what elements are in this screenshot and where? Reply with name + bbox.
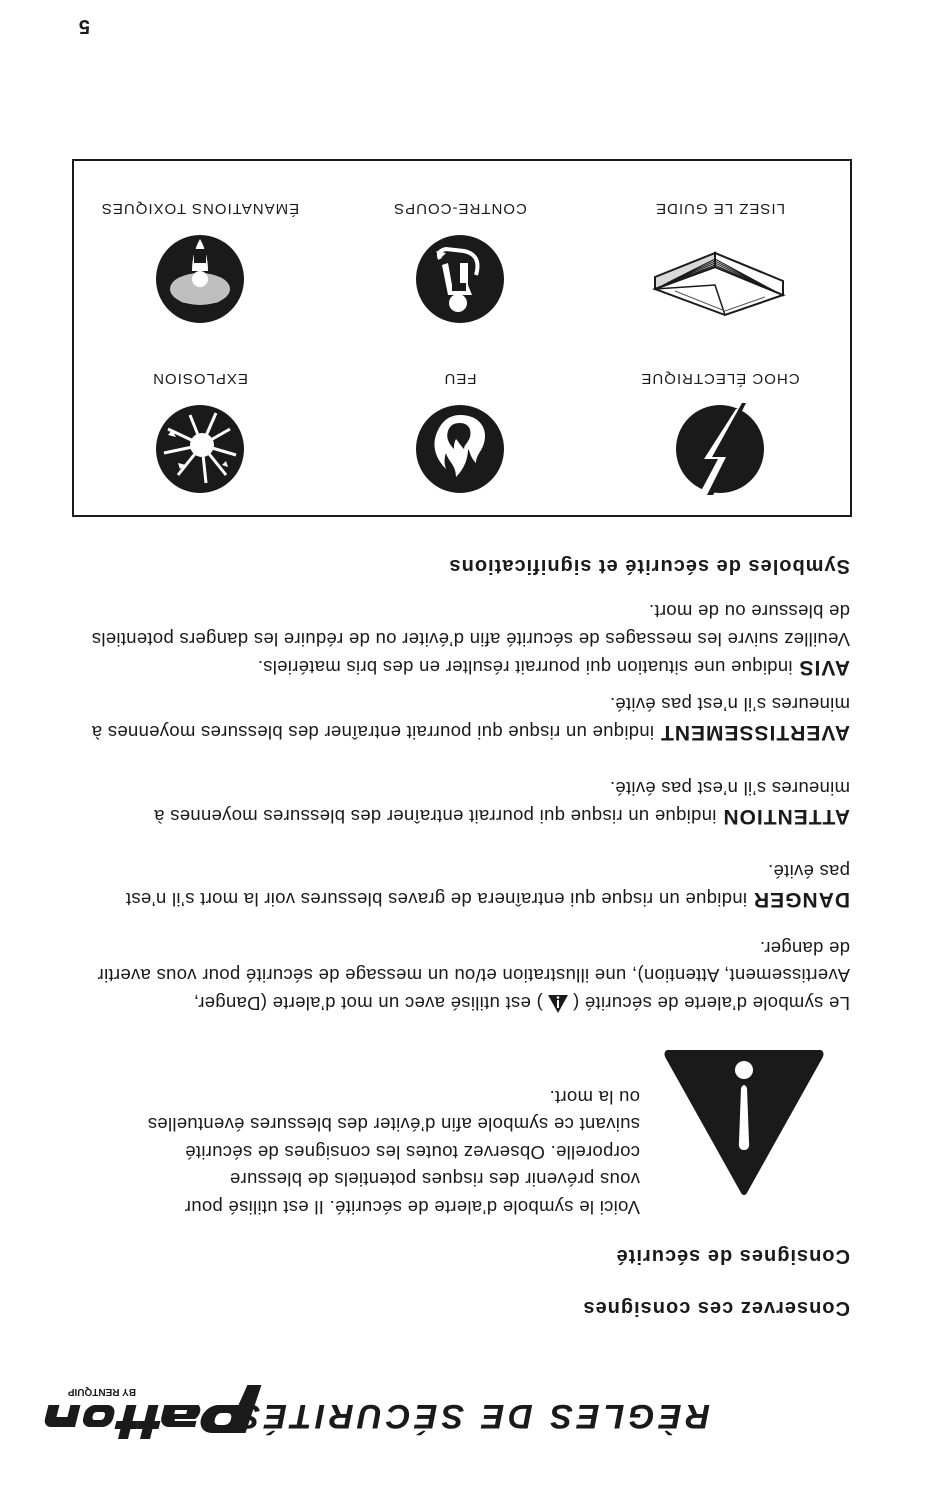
symbol-label: FEU (443, 370, 477, 387)
symbol-label: ÉMANATIONS TOXIQUES (100, 200, 300, 217)
symbol-explosion (70, 337, 330, 515)
signal-word-label: DANGER (752, 888, 850, 911)
inline-alert-icon (547, 994, 569, 1014)
symbol-label: CHOC ÉLECTRIQUE (640, 370, 800, 387)
symbol-electric-shock (590, 337, 850, 515)
signal-word-text: indique un risque qui pourrait entraîner des blessures moyennes à mineures s’il n’est pas évité. (153, 778, 850, 827)
consignes-heading: Consignes de sécurité (615, 1245, 850, 1267)
signal-word-text: indique un risque qui pourrait entraîner des blessures moyennes à mineures s’il n’est pas évité. (91, 694, 850, 743)
alert-symbol-intro: Voici le symbole d’alerte de sécurité. Il est utilisé pour vous prévenir des risques potentiels de blessure corporelle. Observez toutes les consignes de sécurité suivant ce symbole afin d’éviter des blessures éventuelles ou la mort. (147, 1087, 640, 1218)
symbol-toxic-fumes (70, 167, 330, 345)
alert-usage-end: ) est utilisé avec un mot d’alerte (Danger, Avertissement, Attention), une illustration et/ou un message de sécurité pour vous avertir de danger. (97, 938, 850, 1014)
safety-followup-text: Veuillez suivre les messages de sécurité afin d’éviter ou de réduire les dangers potentiels de blessure ou de mort. (91, 601, 850, 650)
safety-symbols-panel (72, 159, 852, 517)
electric-shock-icon (674, 403, 766, 495)
symbol-read-manual (590, 167, 850, 345)
signal-word-attention (90, 775, 850, 830)
signal-word-text: indique un risque qui entraînera de graves blessures voir la mort s’il n’est pas évité. (125, 861, 850, 910)
keep-instructions-heading: Conservez ces consignes (582, 1297, 850, 1319)
fire-icon (414, 403, 506, 495)
read-manual-icon (645, 233, 795, 325)
signal-word-avis (90, 654, 850, 682)
symbol-label: LISEZ LE GUIDE (655, 200, 785, 217)
symbols-heading: Symboles de sécurité et significations (448, 555, 850, 577)
alert-usage-start: Le symbole d’alerte de sécurité ( (572, 993, 850, 1014)
signal-word-danger (90, 858, 850, 913)
page-title: RÈGLES DE SÉCURITÉS (233, 1397, 710, 1435)
signal-word-avertissement (90, 691, 850, 746)
logo-tagline: BY RENTQUIP (67, 1386, 136, 1397)
symbol-label: CONTRE-COUPS (393, 200, 527, 217)
symbol-fire (330, 337, 590, 515)
signal-word-text: indique une situation qui pourrait résulter en des bris matériels. (257, 657, 793, 678)
safety-alert-icon (664, 1050, 824, 1196)
alert-symbol-usage (90, 935, 850, 1018)
signal-word-label: ATTENTION (722, 805, 850, 828)
toxic-fumes-icon (154, 233, 246, 325)
symbol-label: EXPLOSION (152, 370, 248, 387)
signal-word-label: AVIS (798, 656, 850, 679)
signal-word-label: AVERTISSEMENT (660, 721, 850, 744)
explosion-icon (154, 403, 246, 495)
kickback-icon (414, 233, 506, 325)
symbol-kickback (330, 167, 590, 345)
page-number: 5 (78, 15, 90, 37)
